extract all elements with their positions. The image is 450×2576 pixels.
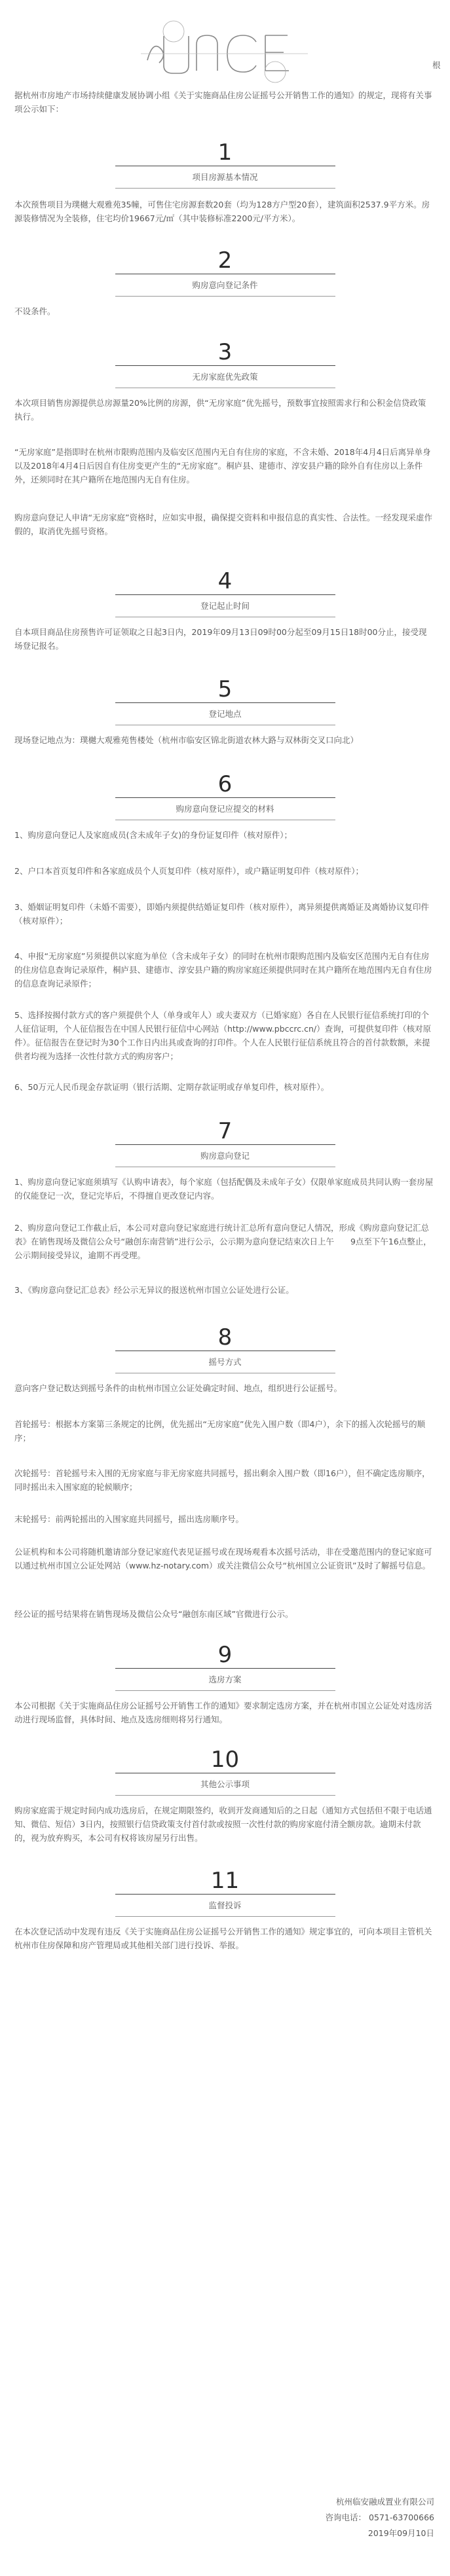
signature-block — [326, 2494, 434, 2541]
section-7-header — [0, 1119, 450, 1167]
divider — [115, 1795, 335, 1796]
section-8-para-1: 意向客户登记数达到摇号条件的由杭州市国立公证处确定时间、地点，组织进行公证摇号。 — [14, 1383, 343, 1393]
section-8-para-6: 经公证的摇号结果将在销售现场及微信公众号“融创东南区域”官微进行公示。 — [14, 1609, 293, 1619]
section-title: 项目房源基本情况 — [192, 172, 258, 182]
section-6-item-3: 3、婚姻证明复印件（未婚不需要），即婚内须提供结婚证复印件（核对原件），离异须提供离婚证及离婚协议复印件（核对原件）； — [14, 902, 429, 926]
section-8-header — [0, 1326, 450, 1373]
section-title: 购房意向登记 — [200, 1151, 250, 1161]
section-title: 登记起止时间 — [200, 601, 250, 611]
divider — [115, 188, 335, 189]
section-11-header — [0, 1869, 450, 1917]
divider — [115, 594, 335, 595]
section-6-header — [0, 772, 450, 820]
section-3-para-2: “无房家庭”是指即时在杭州市限购范围内及临安区范围内无自有住房的家庭，不含未婚、2018年4月4日后离异单身以及2018年4月4日后因自有住房变更产生的“无房家庭”。桐庐县、建德市、淳安县户籍的除外自有住房以上条件外，还须同时在其户籍所在地范围内无自有住房。 — [14, 447, 431, 484]
section-title: 摇号方式 — [208, 1357, 242, 1367]
divider — [115, 1144, 335, 1145]
section-6-item-4: 4、申报“无房家庭”另须提供以家庭为单位（含未成年子女）的同时在杭州市限购范围内及临安区范围内无自有住房的住房信息查询记录原件，桐庐县、建德市、淳安县户籍的购房家庭还须提供同时在其户籍所在地范围内无自有住房的信息查询记录原件； — [14, 951, 432, 989]
section-8-para-5: 公证机构和本公司将随机邀请部分登记家庭代表见证摇号或在现场观看本次摇号活动，非在受邀范围内的登记家庭可以通过杭州市国立公证处网站（www.hz-notary.com）或关注微信公众号“杭州国立公证资讯”及时了解摇号信息。 — [14, 1547, 432, 1570]
divider — [115, 1668, 335, 1669]
section-9-para-1: 本公司根据《关于实施商品住房公证摇号公开销售工作的通知》要求制定选房方案，并在杭州市国立公证处对选房活动进行现场监督，具体时间、地点及选房细则将另行通知。 — [14, 1701, 432, 1724]
section-number: 1 — [217, 139, 233, 166]
section-title: 登记地点 — [208, 709, 242, 719]
contact-phone — [326, 2510, 434, 2526]
section-3-para-1: 本次项目销售房源提供总房源量20%比例的房源，供“无房家庭”优先摇号，预数事宜按照需求行和公积金信贷政策执行。 — [14, 398, 426, 422]
divider — [115, 702, 335, 703]
divider — [115, 1690, 335, 1691]
intro-paragraph: 据杭州市房地产市场持续健康发展协调小组《关于实施商品住房公证摇号公开销售工作的通知》的规定，现将有关事项公示如下： — [14, 90, 432, 114]
section-7-item-1: 1、购房意向登记家庭须填写《认购申请表》，每个家庭（包括配偶及未成年子女）仅限单家庭成员共同认购一套房屋的仅能登记一次，登记完毕后，不得擅自更改登记内容。 — [14, 1177, 434, 1201]
section-4-para-1: 自本项目商品住房预售许可证领取之日起3日内，2019年09月13日09时00分起至09月15日18时00分止，接受现场登记报名。 — [14, 627, 427, 651]
section-3-header — [0, 340, 450, 388]
section-6-item-1: 1、购房意向登记人及家庭成员(含未成年子女)的身份证复印件（核对原件）； — [14, 830, 292, 840]
divider — [115, 1916, 335, 1917]
section-8-para-3: 次轮摇号：首轮摇号未入围的无房家庭与非无房家庭共同摇号，摇出剩余入围户数（即16户），但不确定选房顺序，同时摇出未入围家庭的轮候顺序； — [14, 1468, 430, 1492]
section-7-item-2: 2、购房意向登记工作截止后，本公司对意向登记家庭进行统计汇总所有意向登记人情况，形成《购房意向登记汇总表》在销售现场及微信公众号“融创东南营销”进行公示，公示期为意向登记结束次日上午 9点至下午16点整止，公示期间接受异议，逾期不再受理。 — [14, 1223, 432, 1260]
company-name: 杭州临安融成置业有限公司 — [335, 2497, 434, 2507]
section-title: 监督投诉 — [208, 1900, 242, 1910]
section-3-para-3: 购房意向登记人申请“无房家庭”资格时，应如实申报，确保提交资料和申报信息的真实性、合法性。一经发现采虚作假的，取消优先摇号资格。 — [14, 513, 432, 536]
section-number: 7 — [217, 1118, 233, 1144]
section-number: 5 — [217, 676, 233, 702]
section-8-para-4: 末轮摇号：前两轮摇出的入围家庭共同摇号，摇出选房顺序号。 — [14, 1514, 244, 1524]
section-5-para-1: 现场登记地点为：璞樾大观雅苑售楼处（杭州市临安区锦北街道农林大路与双林街交叉口向北） — [14, 735, 359, 745]
section-number: 10 — [210, 1747, 240, 1773]
section-11-para-1: 在本次登记活动中发现有违反《关于实施商品住房公证摇号公开销售工作的通知》规定事宜的，可向本项目主管机关杭州市住房保障和房产管理局或其他相关部门进行投诉、举报。 — [14, 1927, 432, 1950]
divider — [115, 797, 335, 798]
section-number: 6 — [217, 771, 233, 797]
section-2-header — [0, 249, 450, 297]
section-title: 选房方案 — [208, 1675, 242, 1684]
logo-graphic — [141, 13, 308, 85]
phone-label: 咨询电话： — [325, 2513, 367, 2522]
section-6-item-2: 2、户口本首页复印件和各家庭成员个人页复印件（核对原件），或户籍证明复印件（核对原件）； — [14, 866, 364, 876]
brand-logo — [141, 13, 308, 85]
divider — [115, 296, 335, 297]
section-number: 11 — [210, 1868, 240, 1894]
section-title: 购房意向登记条件 — [192, 280, 258, 290]
section-9-header — [0, 1643, 450, 1691]
section-number: 3 — [217, 339, 233, 365]
section-8-para-2: 首轮摇号：根据本方案第三条规定的比例，优先摇出“无房家庭”优先入围户数（即4户），余下的摇入次轮摇号的顺序； — [14, 1419, 426, 1443]
section-number: 9 — [217, 1642, 233, 1668]
section-number: 2 — [217, 247, 233, 274]
section-1-header — [0, 141, 450, 189]
notice-date: 2019年09月10日 — [367, 2528, 434, 2538]
section-2-para-1: 不设条件。 — [14, 306, 56, 316]
section-1-para-1: 本次预售项目为璞樾大观雅苑35幢，可售住宅房源套数20套（均为128方户型20套），建筑面积2537.9平方米。房源装修情况为全装修，住宅均价19667元/㎡（其中装修标准2200元/平方米）。 — [14, 200, 430, 223]
section-10-para-1: 购房家庭需于规定时间内成功选房后，在规定期限签约，收到开发商通知后的之日起（通知方式包括但不限于电话通知、微信、短信）3日内，按照银行信贷政策支付首付款或按照一次性付款的购房家庭付清全额房款。逾期未付款的，视为放弃购买，本公司有权将该房屋另行出售。 — [14, 1805, 432, 1843]
section-6-item-5: 5、选择按揭付款方式的客户须提供个人（单身或年人）或夫妻双方（已婚家庭）各自在人民银行征信系统打印的个人征信证明，个人征信报告在中国人民银行征信中心网站（http://www.pbccrc.cn/）查询，可提供复印件（核对原件）。征信报告在登记时为30个工作日内出具或查询的打印件。个人在人民银行征信系统且符合的首付款数额，来提供者均视为选择一次性付款方式的购房客户； — [14, 1010, 432, 1061]
section-4-header — [0, 570, 450, 617]
section-7-item-3: 3、《购房意向登记汇总表》经公示无异议的报送杭州市国立公证处进行公证。 — [14, 1285, 294, 1295]
section-title: 无房家庭优先政策 — [192, 372, 258, 382]
divider — [115, 365, 335, 366]
divider — [115, 1894, 335, 1895]
section-5-header — [0, 678, 450, 725]
section-number: 8 — [217, 1324, 233, 1351]
phone-number: 0571-63700666 — [369, 2513, 434, 2522]
header-suffix: 根 — [432, 60, 441, 70]
section-6-item-6: 6、50万元人民币现金存款证明（银行活期、定期存款证明或存单复印件，核对原件）。 — [14, 1082, 329, 1092]
section-10-header — [0, 1748, 450, 1796]
section-number: 4 — [217, 568, 233, 594]
section-title: 其他公示事项 — [200, 1779, 250, 1789]
section-title: 购房意向登记应提交的材料 — [176, 804, 274, 814]
